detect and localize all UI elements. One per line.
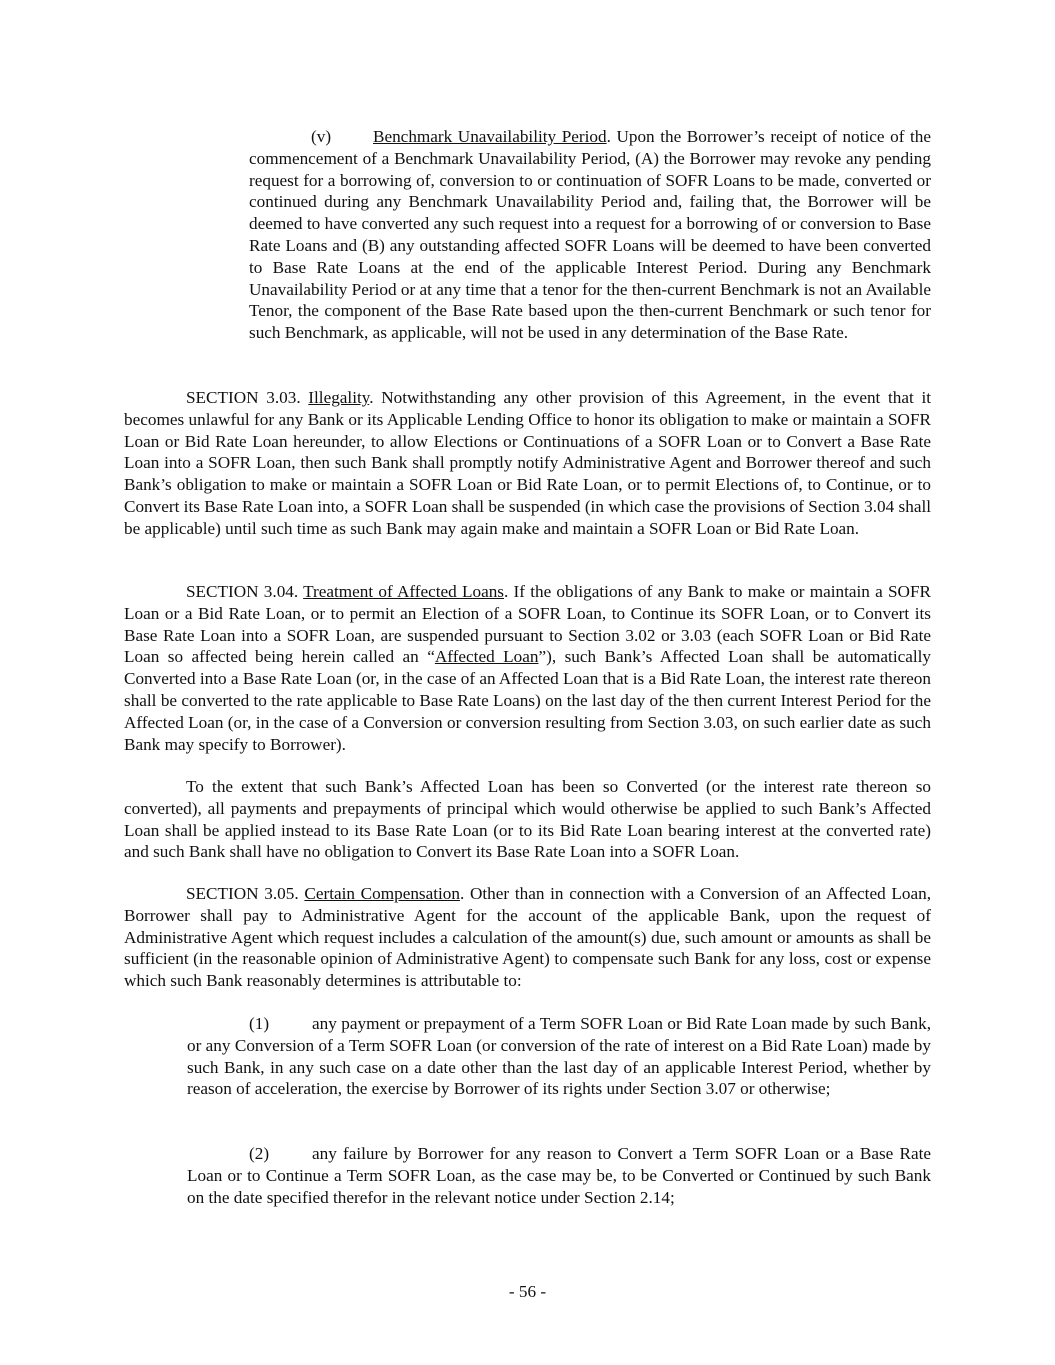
clause-label: (v) <box>311 127 332 146</box>
list-item-2 <box>187 1143 931 1208</box>
section-text-continued: ”), such Bank’s Affected Loan shall be automatically Converted into a Base Rate Loan (or, in the case of an Affected Loan that is a Bid Rate Loan, the interest rate thereon shall be converted to the rate applicable to Base Rate Loans) on the last day of the then current Interest Period for the Affected Loan (or, in the case of a Conversion or conversion resulting from Section 3.03, on such earlier date as such Bank may specify to Borrower). <box>124 647 931 754</box>
page-number: - 56 - <box>508 1282 547 1301</box>
section-text: . Notwithstanding any other provision of this Agreement, in the event that it becomes unlawful for any Bank or its Applicable Lending Office to honor its obligation to make or maintain a SOFR Loan or Bid Rate Loan hereunder, to allow Elections or Continuations of a SOFR Loan or to Convert a Base Rate Loan into a SOFR Loan, then such Bank shall promptly notify Administrative Agent and Borrower thereof and such Bank’s obligation to make or maintain a SOFR Loan or Bid Rate Loan, or to permit Elections of, to Continue, or to Convert its Base Rate Loan into, a SOFR Loan shall be suspended (in which case the provisions of Section 3.04 shall be applicable) until such time as such Bank may again make and maintain a SOFR Loan or Bid Rate Loan. <box>124 388 931 538</box>
list-item-label: (1) <box>249 1014 270 1033</box>
section-3-03 <box>124 387 931 540</box>
clause-text: . Upon the Borrower’s receipt of notice of the commencement of a Benchmark Unavailability Period, (A) the Borrower may revoke any pending request for a borrowing of, conversion to or continuation of SOFR Loans to be made, converted or continued during any Benchmark Unavailability Period and, failing that, the Borrower will be deemed to have converted any such request into a request for a borrowing of or conversion to Base Rate Loans and (B) any outstanding affected SOFR Loans will be deemed to have been converted to Base Rate Loans at the end of the applicable Interest Period. During any Benchmark Unavailability Period or at any time that a tenor for the then-current Benchmark is not an Available Tenor, the component of the Base Rate based upon the then-current Benchmark or such tenor for such Benchmark, as applicable, will not be used in any determination of the Base Rate. <box>249 127 931 343</box>
clause-heading: Benchmark Unavailability Period <box>373 127 607 146</box>
defined-term: Affected Loan <box>434 647 539 667</box>
section-heading: Certain Compensation <box>304 884 460 903</box>
section-heading: Illegality <box>308 388 370 407</box>
list-item-text: any payment or prepayment of a Term SOFR Loan or Bid Rate Loan made by such Bank, or any Conversion of a Term SOFR Loan (or conversion of the rate of interest on a Bid Rate Loan) made by such Bank, in any such case on a date other than the last day of an applicable Interest Period, whether by reason of acceleration, the exercise by Borrower of its rights under Section 3.07 or otherwise; <box>187 1014 931 1099</box>
section-number: SECTION 3.04. <box>186 582 299 601</box>
section-3-04-continuation <box>124 776 931 863</box>
section-number: SECTION 3.05. <box>186 884 299 903</box>
list-item-label: (2) <box>249 1144 270 1163</box>
section-text: . Other than in connection with a Conversion of an Affected Loan, Borrower shall pay to Administrative Agent for the account of the applicable Bank, upon the request of Administrative Agent which request includes a calculation of the amount(s) due, such amount or amounts as shall be sufficient (in the reasonable opinion of Administrative Agent) to compensate such Bank for any loss, cost or expense which such Bank reasonably determines is attributable to: <box>124 884 932 991</box>
list-item-text: any failure by Borrower for any reason to Convert a Term SOFR Loan or a Base Rate Loan or to Continue a Term SOFR Loan, as the case may be, to be Converted or Continued by such Bank on the date specified therefor in the relevant notice under Section 2.14; <box>187 1144 931 1207</box>
section-3-04 <box>124 581 931 755</box>
section-3-05 <box>124 883 931 992</box>
paragraph-text: To the extent that such Bank’s Affected Loan has been so Converted (or the interest rate thereon so converted), all payments and prepayments of principal which would otherwise be applied to such Bank’s Affected Loan shall be applied instead to its Base Rate Loan (or to its Bid Rate Loan bearing interest at the converted rate) and such Bank shall have no obligation to Convert its Base Rate Loan into a SOFR Loan. <box>124 777 931 862</box>
section-text: . If the obligations of any Bank to make or maintain a SOFR Loan or a Bid Rate Loan, or to permit an Election of a SOFR Loan, to Continue its SOFR Loan, or to Convert its Base Rate Loan into a SOFR Loan, are suspended pursuant to Section 3.02 or 3.03 (each SOFR Loan or Bid Rate Loan so affected being herein called an “ <box>124 582 931 667</box>
section-heading: Treatment of Affected Loans <box>303 582 504 601</box>
section-number: SECTION 3.03. <box>186 388 301 407</box>
paragraph-benchmark-unavailability <box>249 126 931 344</box>
list-item-1 <box>187 1013 931 1100</box>
